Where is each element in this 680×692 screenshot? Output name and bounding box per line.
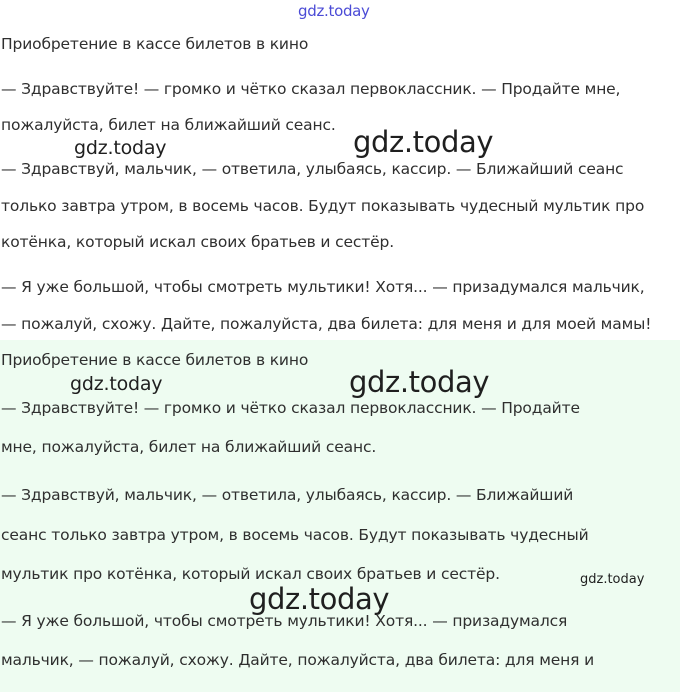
watermark-top: gdz.today (298, 2, 370, 20)
watermark: gdz.today (353, 125, 494, 159)
watermark: gdz.today (74, 137, 167, 159)
text-block-original (0, 0, 680, 340)
block1-line-6: — Я уже большой, чтобы смотреть мультики! Хотя... — призадумался мальчик, (1, 278, 645, 296)
block2-line-4: сеанс только завтра утром, в восемь часов. Будут показывать чудесный (1, 526, 589, 544)
watermark: gdz.today (349, 365, 490, 399)
block2-line-5: мультик про котёнка, который искал своих братьев и сестёр. (1, 565, 500, 583)
watermark: gdz.today (249, 582, 390, 616)
watermark: gdz.today (70, 373, 163, 395)
block2-title: Приобретение в кассе билетов в кино (1, 351, 309, 369)
block2-line-3: — Здравствуй, мальчик, — ответила, улыбаясь, кассир. — Ближайший (1, 486, 574, 504)
block1-line-7: — пожалуй, схожу. Дайте, пожалуйста, два билета: для меня и для моей мамы! (1, 315, 652, 333)
block2-line-2: мне, пожалуйста, билет на ближайший сеанс. (1, 438, 377, 456)
block1-line-4: только завтра утром, в восемь часов. Будут показывать чудесный мультик про (1, 197, 645, 215)
block1-title: Приобретение в кассе билетов в кино (1, 35, 309, 53)
block2-line-6: — Я уже большой, чтобы смотреть мультики! Хотя... — призадумался (1, 612, 568, 630)
block1-line-2: пожалуйста, билет на ближайший сеанс. (1, 116, 336, 134)
block1-line-3: — Здравствуй, мальчик, — ответила, улыбаясь, кассир. — Ближайший сеанс (1, 160, 624, 178)
block1-line-1: — Здравствуйте! — громко и чётко сказал первоклассник. — Продайте мне, (1, 80, 621, 98)
block2-line-1: — Здравствуйте! — громко и чётко сказал первоклассник. — Продайте (1, 399, 580, 417)
block2-line-7: мальчик, — пожалуй, схожу. Дайте, пожалуйста, два билета: для меня и (1, 651, 594, 669)
watermark: gdz.today (580, 572, 645, 587)
block1-line-5: котёнка, который искал своих братьев и сестёр. (1, 233, 394, 251)
